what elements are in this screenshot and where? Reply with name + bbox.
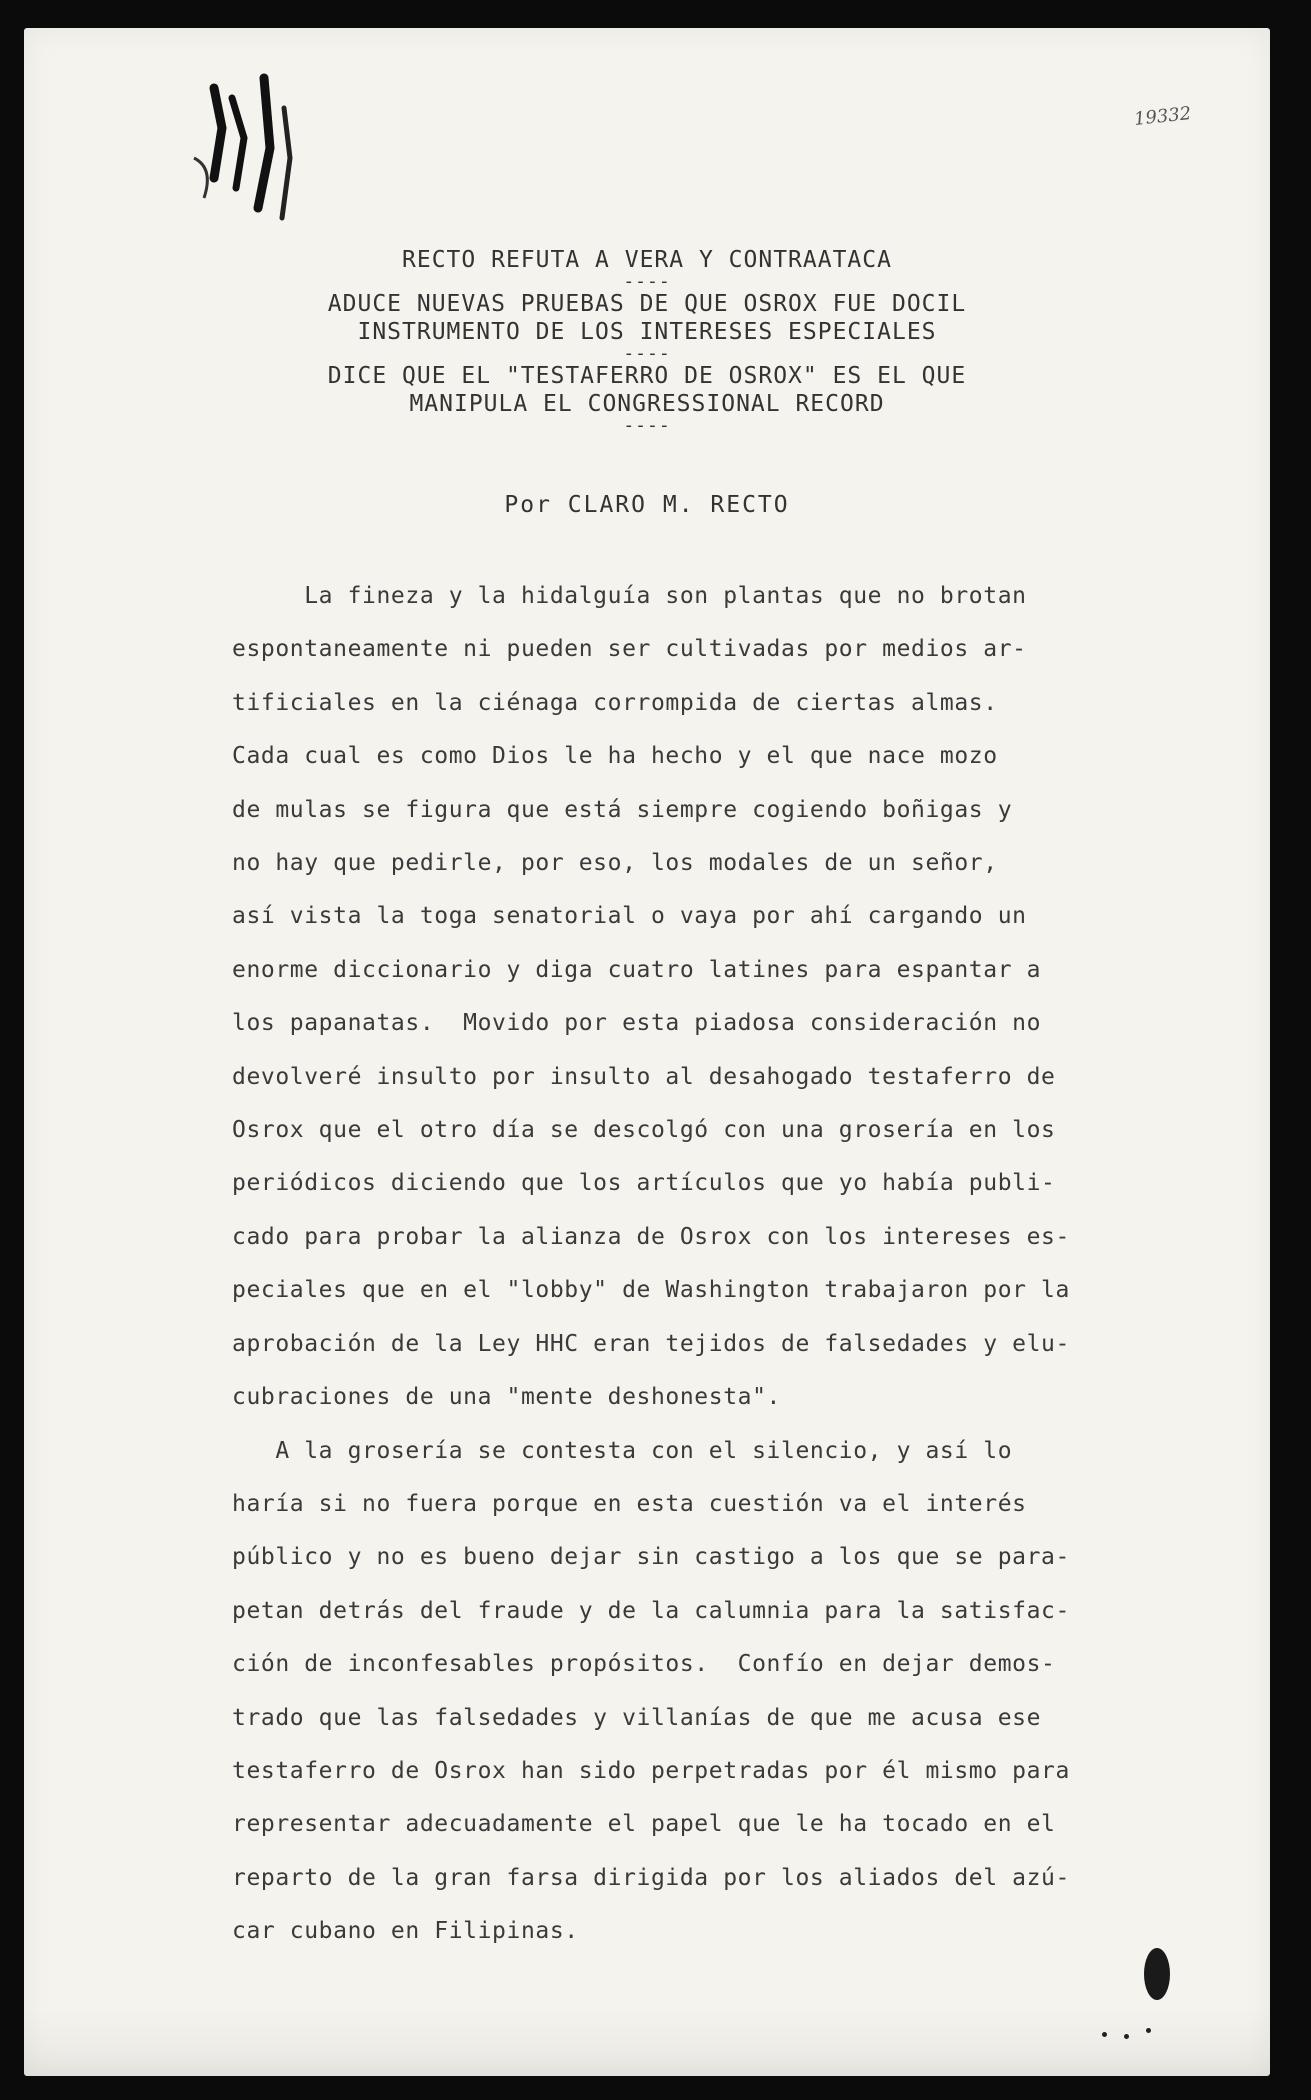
subheadline-line: INSTRUMENTO DE LOS INTERESES ESPECIALES <box>357 319 937 345</box>
body-line: peciales que en el "lobby" de Washington trabajaron por la <box>232 1277 1070 1304</box>
body-line: trado que las falsedades y villanías de que me acusa ese <box>232 1704 1042 1731</box>
body-line: petan detrás del fraude y de la calumnia para la satisfac- <box>232 1597 1070 1624</box>
body-line: periódicos diciendo que los artículos que yo había publi- <box>232 1170 1056 1197</box>
subheadline-line: DICE QUE EL "TESTAFERRO DE OSROX" ES EL QUE <box>327 363 967 389</box>
body-line: testaferro de Osrox han sido perpetradas por él mismo para <box>232 1757 1070 1784</box>
body-line: representar adecuadamente el papel que le ha tocado en el <box>232 1811 1056 1838</box>
body-line: reparto de la gran farsa dirigida por los aliados del azú- <box>232 1864 1070 1891</box>
body-line: aprobación de la Ley HHC eran tejidos de falsedades y elu- <box>232 1330 1070 1357</box>
body-line: no hay que pedirle, por eso, los modales de un señor, <box>232 850 998 877</box>
body-line: haría si no fuera porque en esta cuestión va el interés <box>232 1490 1027 1517</box>
body-line: tificiales en la ciénaga corrompida de ciertas almas. <box>232 689 998 716</box>
body-text <box>232 570 1192 1959</box>
body-line: espontaneamente ni pueden ser cultivadas por medios ar- <box>232 636 1027 663</box>
body-line: devolveré insulto por insulto al desahogado testaferro de <box>232 1063 1056 1090</box>
subheadline-line: MANIPULA EL CONGRESSIONAL RECORD <box>409 391 885 417</box>
paper-edge-shadow <box>24 2008 1270 2076</box>
body-line: los papanatas. Movido por esta piadosa consideración no <box>232 1010 1042 1037</box>
headline-block <box>24 246 1270 434</box>
ink-blot <box>1144 1948 1170 2000</box>
body-line: enorme diccionario y diga cuatro latines para espantar a <box>232 956 1042 983</box>
body-line: de mulas se figura que está siempre cogiendo boñigas y <box>232 796 1013 823</box>
body-line: cado para probar la alianza de Osrox con los intereses es- <box>232 1223 1070 1250</box>
subheadline-line: ADUCE NUEVAS PRUEBAS DE QUE OSROX FUE DOCIL <box>327 291 967 317</box>
separator: ---- <box>623 415 671 436</box>
body-line: A la grosería se contesta con el silencio, y así lo <box>232 1437 1013 1464</box>
archive-number: 19332 <box>1133 103 1193 130</box>
body-line: cubraciones de una "mente deshonesta". <box>232 1384 781 1411</box>
handwritten-marks <box>174 68 394 258</box>
body-line: Osrox que el otro día se descolgó con una grosería en los <box>232 1117 1056 1144</box>
separator: ---- <box>623 271 671 292</box>
body-line: La fineza y la hidalguía son plantas que no brotan <box>232 583 1027 609</box>
document-page <box>24 28 1270 2076</box>
body-line: así vista la toga senatorial o vaya por ahí cargando un <box>232 903 1027 930</box>
body-line: car cubano en Filipinas. <box>232 1918 579 1945</box>
body-line: Cada cual es como Dios le ha hecho y el que nace mozo <box>232 743 998 770</box>
separator: ---- <box>623 343 671 364</box>
byline: Por CLARO M. RECTO <box>504 492 790 518</box>
body-line: ción de inconfesables propósitos. Confío en dejar demos- <box>232 1651 1056 1678</box>
headline-title: RECTO REFUTA A VERA Y CONTRAATACA <box>402 247 892 273</box>
body-line: público y no es bueno dejar sin castigo a los que se para- <box>232 1544 1070 1571</box>
